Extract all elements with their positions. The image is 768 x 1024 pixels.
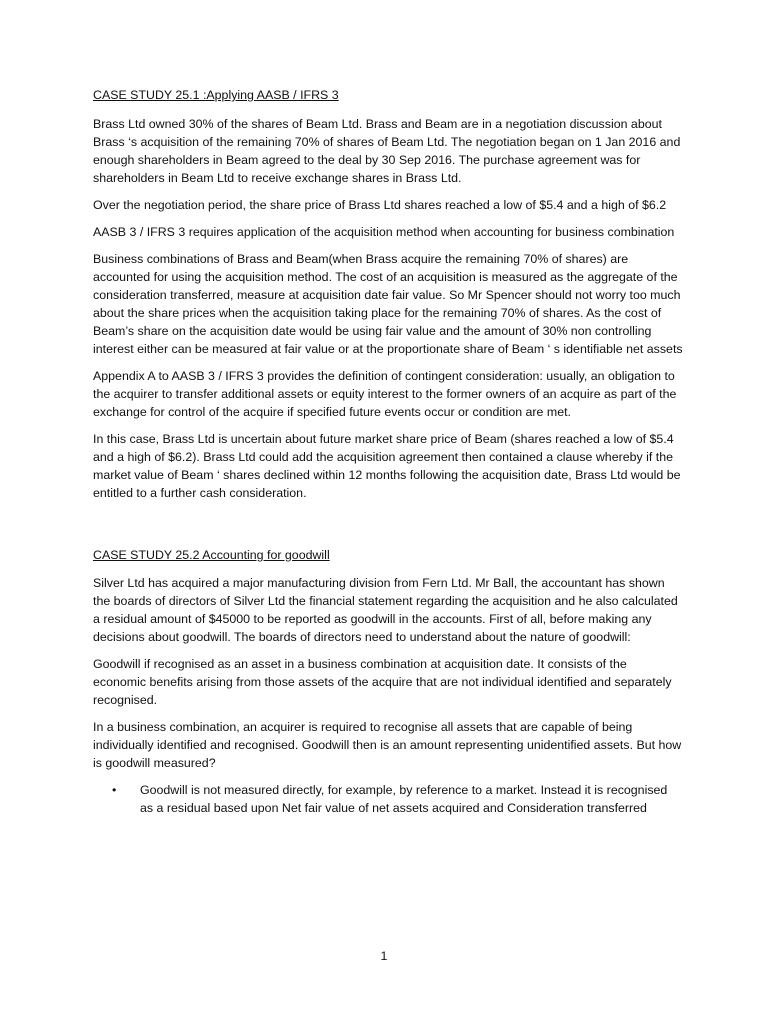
bullet-list [93, 781, 683, 817]
page-number: 1 [380, 949, 388, 963]
paragraph: Goodwill if recognised as an asset in a business combination at acquisition date. It consists of the economic benefits arising from those assets of the acquire that are not individual identified and separately recognised. [93, 657, 672, 707]
case-study-25-1-heading: CASE STUDY 25.1 :Applying AASB / IFRS 3 [93, 88, 339, 102]
list-item-text: Goodwill is not measured directly, for example, by reference to a market. Instead it is recognised as a residual based upon Net fair value of net assets acquired and Consideration transferred [140, 783, 668, 815]
list-item [112, 781, 683, 817]
paragraph: Silver Ltd has acquired a major manufacturing division from Fern Ltd. Mr Ball, the accountant has shown the boards of directors of Silver Ltd the financial statement regarding the acquisition and he also calculated a residual amount of $45000 to be reported as goodwill in the accounts. First of all, before making any decisions about goodwill. The boards of directors need to understand about the nature of goodwill: [93, 576, 678, 644]
paragraph: Over the negotiation period, the share price of Brass Ltd shares reached a low of $5.4 and a high of $6.2 [93, 198, 667, 212]
paragraph: Business combinations of Brass and Beam(when Brass acquire the remaining 70% of shares) are accounted for using the acquisition method. The cost of an acquisition is measured as the aggregate of the consideration transferred, measure at acquisition date fair value. So Mr Spencer should not worry too much about the share prices when the acquisition taking place for the remaining 70% of shares. As the cost of Beam’s share on the acquisition date would be using fair value and the amount of 30% non controlling interest either can be measured at fair value or at the proportionate share of Beam ‘ s identifiable net assets [93, 252, 683, 356]
paragraph: Brass Ltd owned 30% of the shares of Beam Ltd. Brass and Beam are in a negotiation discussion about Brass ‘s acquisition of the remaining 70% of shares of Beam Ltd. The negotiation began on 1 Jan 2016 and enough shareholders in Beam agreed to the deal by 30 Sep 2016. The purchase agreement was for shareholders in Beam Ltd to receive exchange shares in Brass Ltd. [93, 117, 681, 185]
paragraph: Appendix A to AASB 3 / IFRS 3 provides the definition of contingent consideration: usually, an obligation to the acquirer to transfer additional assets or equity interest to the former owners of an acquire as part of the exchange for control of the acquire if specified future events occur or condition are met. [93, 369, 677, 419]
paragraph: AASB 3 / IFRS 3 requires application of the acquisition method when accounting for business combination [93, 225, 675, 239]
paragraph: In this case, Brass Ltd is uncertain about future market share price of Beam (shares reached a low of $5.4 and a high of $6.2). Brass Ltd could add the acquisition agreement then contained a clause whereby if the market value of Beam ‘ shares declined within 12 months following the acquisition date, Brass Ltd would be entitled to a further cash consideration. [93, 432, 681, 500]
document-body [93, 86, 683, 817]
paragraph: In a business combination, an acquirer is required to recognise all assets that are capable of being individually identified and recognised. Goodwill then is an amount representing unidentified assets. But how is goodwill measured? [93, 720, 682, 770]
case-study-25-2-heading: CASE STUDY 25.2 Accounting for goodwill [93, 548, 330, 562]
bullet-icon: • [112, 783, 117, 797]
